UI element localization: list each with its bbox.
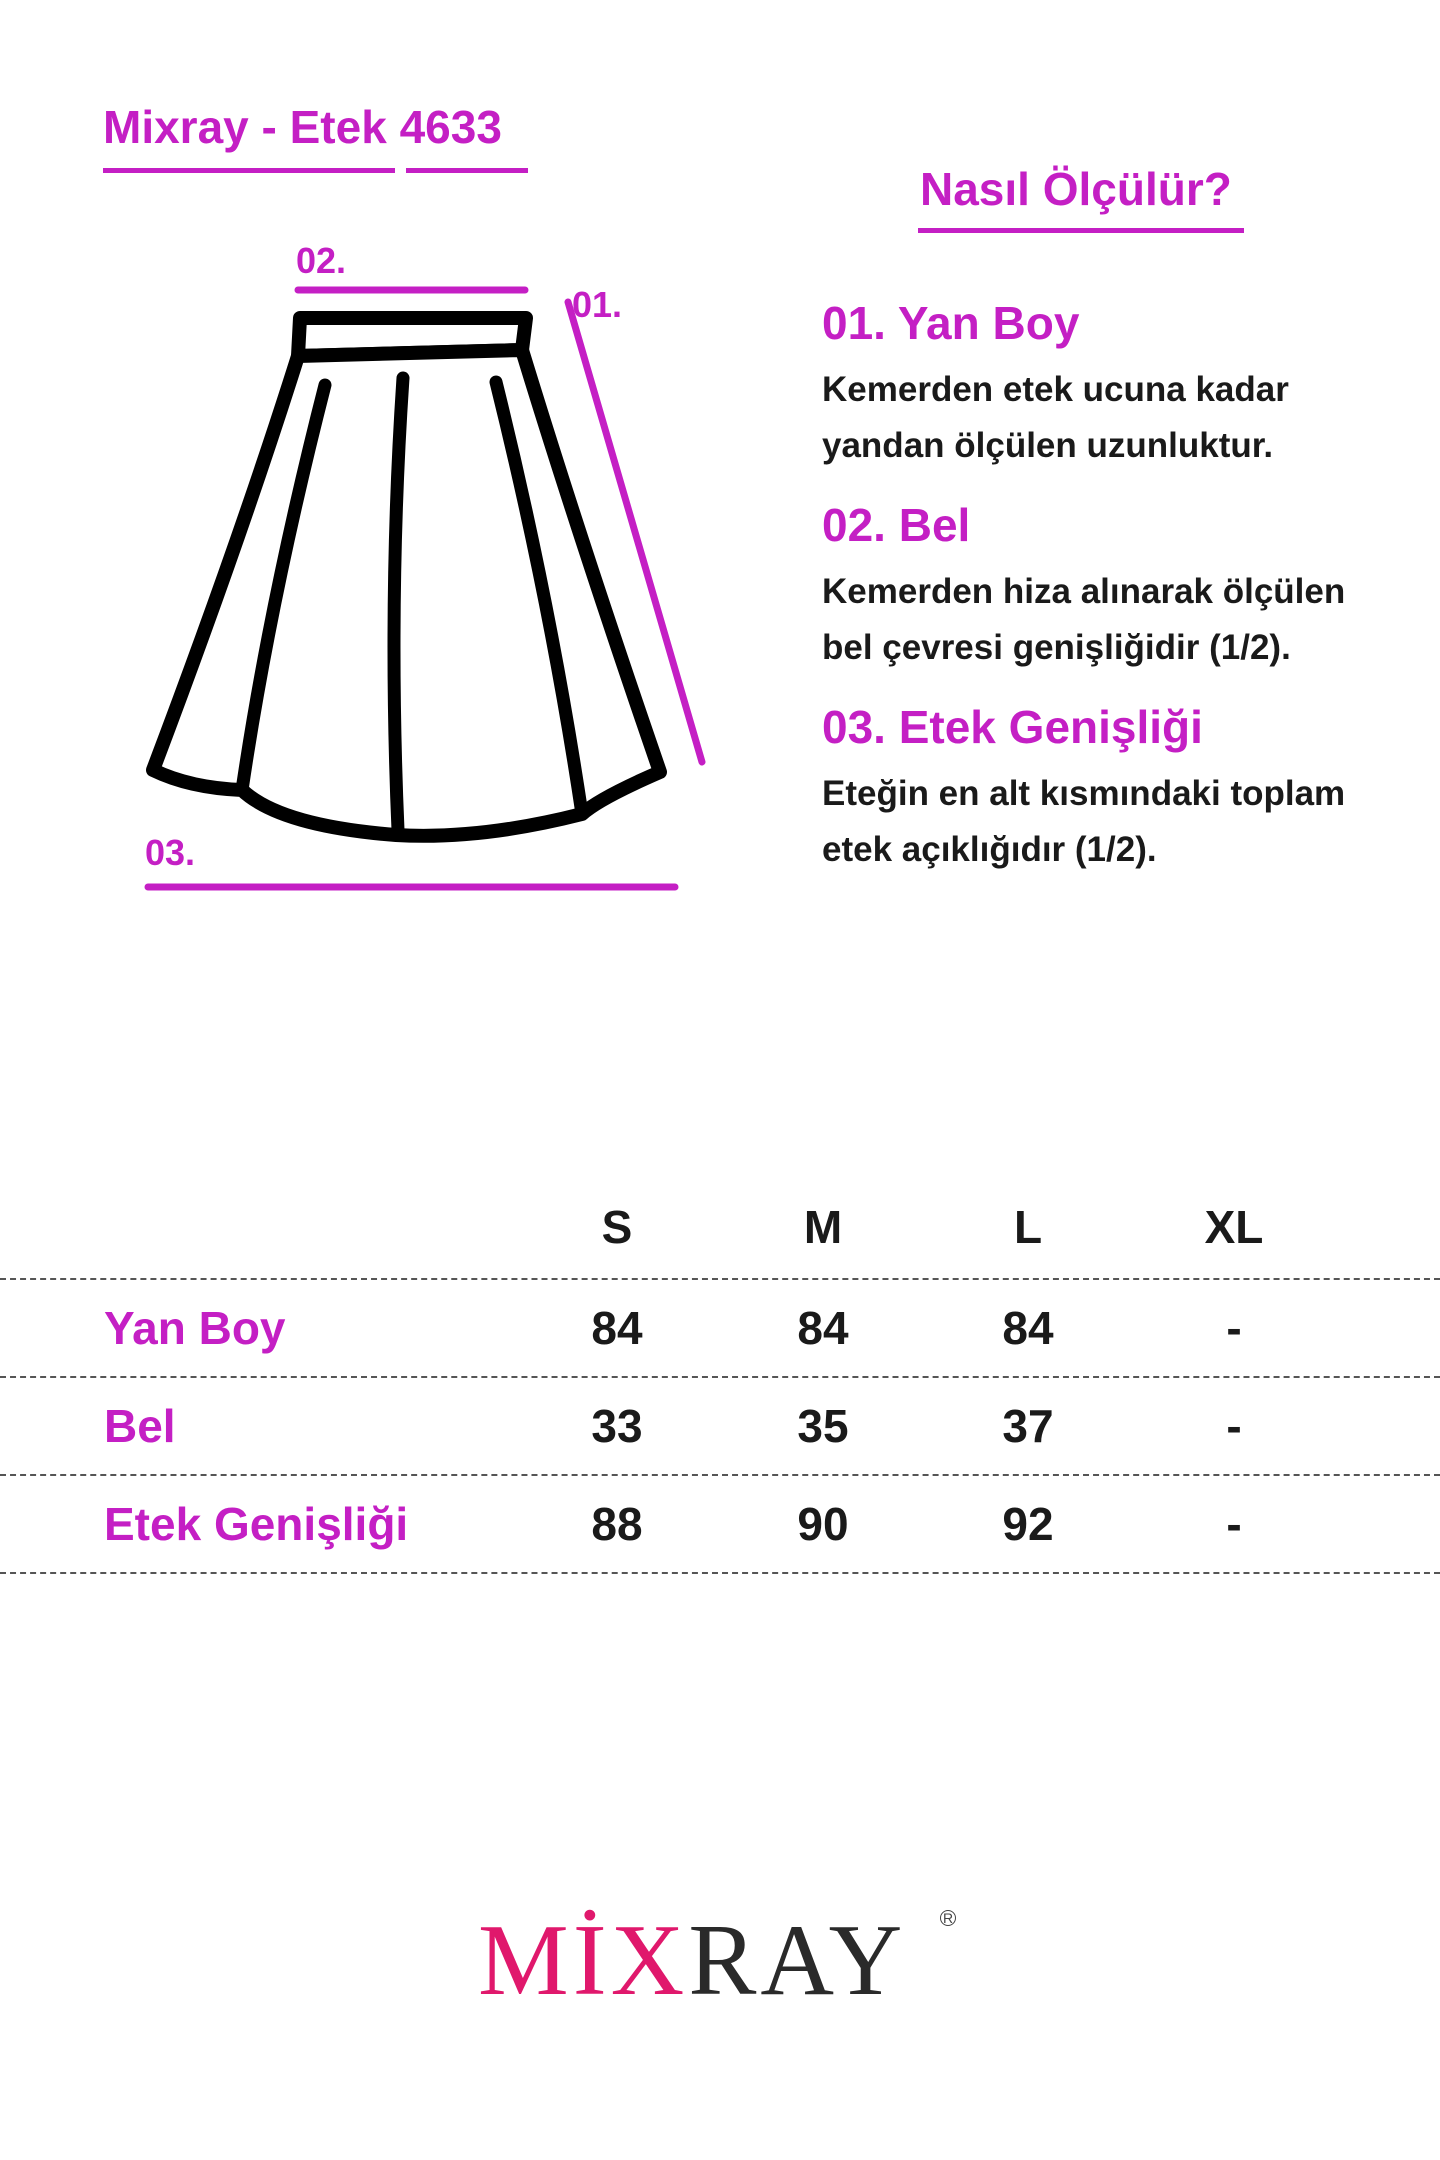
table-row [0, 1376, 1440, 1474]
row-label-bel: Bel [104, 1400, 176, 1452]
size-header-xl: XL [1204, 1201, 1264, 1253]
size-table [0, 1182, 1440, 1574]
table-cell: 33 [591, 1400, 643, 1452]
product-title: Mixray - Etek 4633 [103, 101, 502, 153]
step-1-desc: Kemerden etek ucuna kadar yandan ölçülen uzunluktur. [822, 370, 1289, 465]
table-cell: 90 [797, 1498, 849, 1550]
step-3 [822, 700, 1402, 878]
table-cell: 88 [591, 1498, 643, 1550]
logo-part-2: RAY [688, 1904, 907, 2017]
how-to-steps [822, 296, 1402, 902]
table-cell: 35 [797, 1400, 849, 1452]
title-underline-left [103, 168, 395, 173]
table-cell: 37 [1002, 1400, 1054, 1452]
title-underline-right [406, 168, 528, 173]
table-cell: - [1226, 1498, 1242, 1550]
table-cell: - [1226, 1400, 1242, 1452]
how-to-underline [918, 228, 1244, 233]
row-label-etek-genisligi: Etek Genişliği [104, 1498, 409, 1550]
size-header-s: S [601, 1201, 633, 1253]
step-2-desc: Kemerden hiza alınarak ölçülen bel çevresi genişliğidir (1/2). [822, 572, 1346, 667]
how-to-title: Nasıl Ölçülür? [920, 163, 1232, 215]
brand-logo [478, 1902, 906, 2019]
step-2 [822, 498, 1402, 676]
step-1 [822, 296, 1402, 474]
size-header-l: L [1013, 1201, 1043, 1253]
logo-part-1: MİX [478, 1904, 689, 2017]
step-3-desc: Eteğin en alt kısmındaki toplam etek açıklığıdır (1/2). [822, 774, 1346, 869]
table-cell: 84 [797, 1302, 849, 1354]
step-1-title: 01. Yan Boy [822, 297, 1080, 349]
label-02: 02. [296, 240, 347, 281]
size-header-row [0, 1182, 1440, 1278]
label-03: 03. [145, 832, 196, 873]
skirt-diagram [130, 240, 710, 920]
table-row [0, 1278, 1440, 1376]
row-label-yan-boy: Yan Boy [104, 1302, 286, 1354]
step-2-title: 02. Bel [822, 499, 971, 551]
table-cell: - [1226, 1302, 1242, 1354]
table-row [0, 1474, 1440, 1574]
label-01: 01. [572, 284, 623, 325]
table-cell: 84 [1002, 1302, 1054, 1354]
table-cell: 92 [1002, 1498, 1054, 1550]
table-cell: 84 [591, 1302, 643, 1354]
step-3-title: 03. Etek Genişliği [822, 701, 1203, 753]
size-header-m: M [803, 1201, 843, 1253]
registered-mark-icon: R [940, 1910, 956, 1926]
